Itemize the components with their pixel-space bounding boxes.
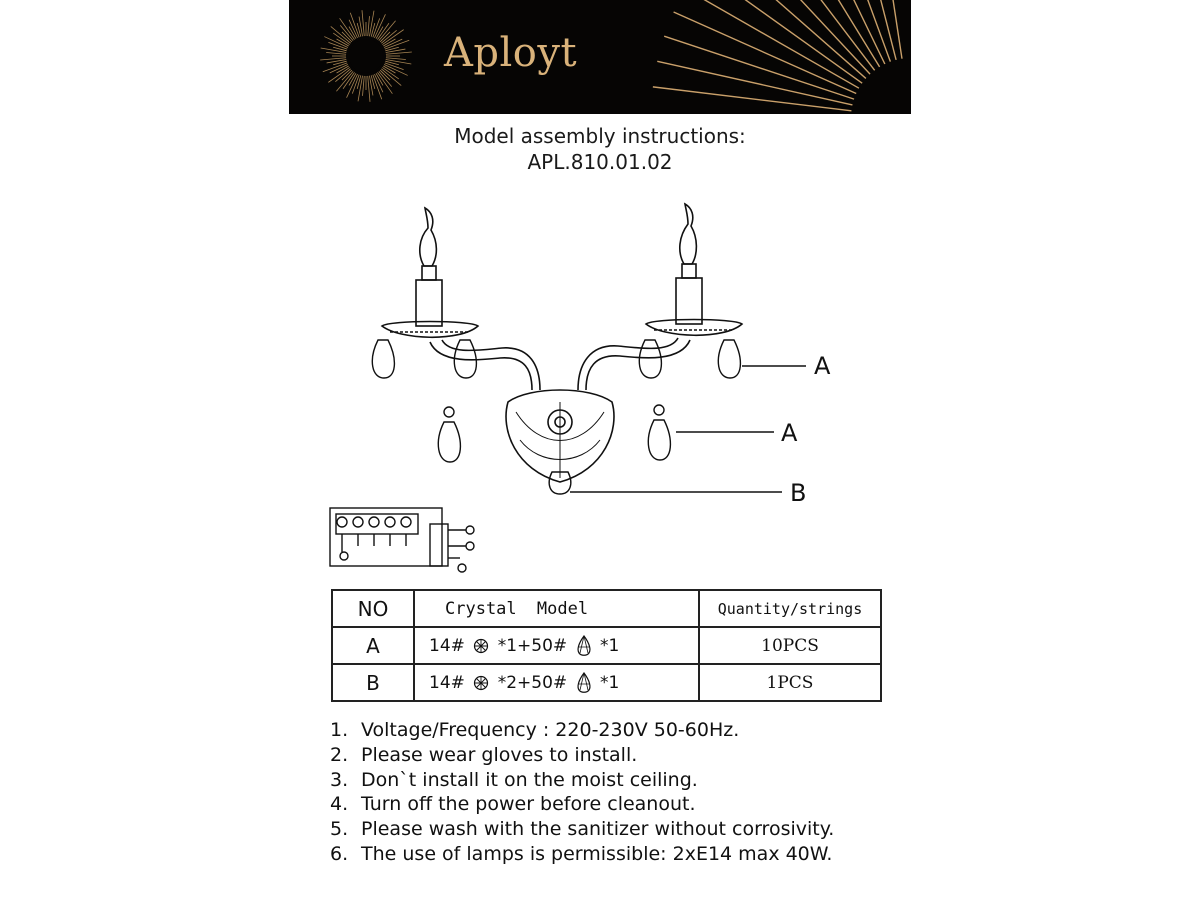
- table-row: [332, 664, 881, 701]
- note-number: 4.: [330, 793, 349, 816]
- row-quantity: 10PCS: [699, 627, 881, 664]
- row-quantity: 1PCS: [699, 664, 881, 701]
- list-item: [330, 792, 834, 817]
- pendant-drop-icon: [576, 635, 592, 657]
- pendant-count: *1: [599, 672, 620, 693]
- note-text: Turn off the power before cleanout.: [361, 793, 696, 816]
- crystal-drops: [372, 340, 740, 494]
- row-no: A: [332, 627, 414, 664]
- right-bobeche: [646, 320, 742, 336]
- header-crystal-model: Crystal Model: [414, 590, 699, 627]
- crystal-count: *1+50#: [497, 635, 568, 656]
- list-item: [330, 768, 834, 793]
- header-banner: [289, 0, 911, 114]
- note-number: 5.: [330, 818, 349, 841]
- table-header-row: [332, 590, 881, 627]
- note-number: 3.: [330, 768, 349, 791]
- crystal-count: *2+50#: [497, 672, 568, 693]
- list-item: [330, 743, 834, 768]
- note-text: Please wash with the sanitizer without corrosivity.: [361, 818, 835, 841]
- right-candle: [676, 204, 702, 324]
- wiring-diagram: [330, 508, 474, 572]
- pendant-count: *1: [599, 635, 620, 656]
- crystal-size-14: 14#: [429, 635, 465, 656]
- pendant-drop-icon: [576, 672, 592, 694]
- callout-b: B: [790, 479, 807, 507]
- page-title: Model assembly instructions:: [454, 124, 746, 148]
- sconce-drawing: [320, 190, 840, 585]
- sunburst-decoration: [289, 0, 911, 114]
- header-quantity: Quantity/strings: [699, 590, 881, 627]
- table-row: [332, 627, 881, 664]
- row-crystal: [414, 627, 699, 664]
- note-text: The use of lamps is permissible: 2xE14 max 40W.: [361, 842, 833, 865]
- list-item: [330, 817, 834, 842]
- left-candle: [416, 208, 442, 326]
- row-no: B: [332, 664, 414, 701]
- note-number: 2.: [330, 743, 349, 766]
- callout-a-lower: A: [781, 419, 798, 447]
- octagon-bead-icon: [473, 638, 489, 654]
- list-item: [330, 842, 834, 867]
- model-number: APL.810.01.02: [527, 150, 673, 174]
- row-crystal: [414, 664, 699, 701]
- note-text: Please wear gloves to install.: [361, 743, 638, 766]
- brand-logo: Aployt: [444, 30, 578, 76]
- callout-a-upper: A: [814, 352, 831, 380]
- list-item: [330, 718, 834, 743]
- note-text: Voltage/Frequency : 220-230V 50-60Hz.: [361, 719, 740, 741]
- note-number: 6.: [330, 842, 349, 865]
- crystal-size-14: 14#: [429, 672, 465, 693]
- crystal-table: [331, 589, 882, 702]
- note-text: Don`t install it on the moist ceiling.: [361, 768, 698, 791]
- header-no: NO: [332, 590, 414, 627]
- octagon-bead-icon: [473, 675, 489, 691]
- safety-notes: [330, 718, 834, 867]
- left-bobeche: [382, 322, 478, 338]
- note-number: 1.: [330, 719, 349, 741]
